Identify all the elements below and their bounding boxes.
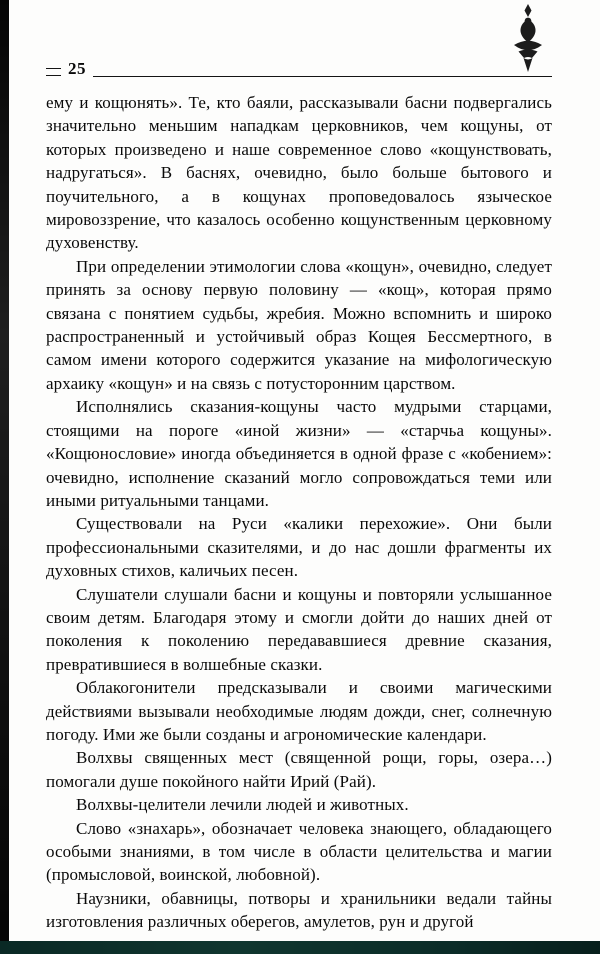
paragraph: Слушатели слушали басни и кощуны и повторяли услышанное своим детям. Благодаря этому и смогли дойти до наших дней от поколения к поколению передававшиеся древние сказания, превратившиеся в волшебные сказки. [46, 584, 552, 674]
paragraph: ему и кощюнять». Те, кто баяли, рассказывали басни подвергались значительно меньшим нападкам церковников, чем кощуны, от которых произведено и наше современное слово «кощунствовать, надругаться». В баснях, очевидно, было больше бытового и поучительного, а в кощунах проповедовалось языческое мировоззрение, что казалось особенно кощунственным церковному духовенству. [46, 93, 552, 253]
page-number: 25 [68, 59, 86, 78]
book-page [46, 56, 552, 934]
header-tick-marks [46, 68, 61, 76]
ornamental-crest-icon [508, 4, 548, 74]
paragraph: Исполнялись сказания-кощуны часто мудрыми старцами, стоящими на пороге «иной жизни» — «старчьа кощуны». «Кощюнословие» иногда объединяется в одной фразе с «кобением»: очевидно, исполнение сказаний могло сопровождаться теми или иными ритуальными танцами. [46, 397, 552, 510]
paragraph: Наузники, обавницы, потворы и хранильники ведали тайны изготовления различных оберегов, амулетов, рун и другой [46, 888, 552, 932]
paragraph: Слово «знахарь», обозначает человека знающего, обладающего особыми знаниями, в том числе в области целительства и магии (промысловой, воинской, любовной). [46, 818, 552, 885]
paragraph: Волхвы-целители лечили людей и животных. [76, 795, 409, 815]
paragraph: Волхвы священных мест (священной рощи, горы, озера…) помогали душе покойного найти Ирий (Рай). [46, 748, 552, 791]
scan-edge-bottom [0, 941, 600, 954]
paragraph: Существовали на Руси «калики перехожие». Они были профессиональными сказителями, и до нас дошли фрагменты их духовных стихов, каличьих песен. [46, 514, 552, 581]
scan-edge-left [0, 0, 9, 954]
emblem-graphic [508, 4, 548, 74]
page-header [46, 56, 552, 80]
paragraph: Облакогонители предсказывали и своими магическими действиями вызывали необходимые людям дожди, снег, солнечную погоду. Ими же были созданы и агрономические календари. [46, 678, 552, 744]
paragraph: При определении этимологии слова «кощун», очевидно, следует принять за основу первую половину — «кощ», которая прямо связана с понятием судьбы, жребия. Можно вспомнить и широко распространенный и устойчивый образ Кощея Бессмертного, в самом имени которого содержится указание на мифологическую архаику «кощун» и на связь с потусторонним царством. [46, 256, 552, 393]
text-column [46, 91, 552, 934]
header-rule [93, 76, 552, 77]
